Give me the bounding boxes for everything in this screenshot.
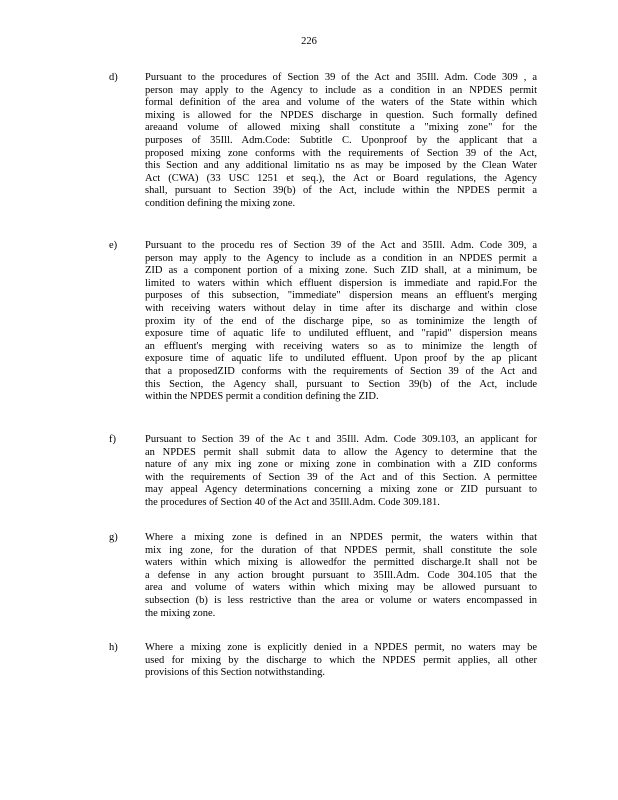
text-line: areaand volume of allowed mixing shall constitute a "mixing zone" for the xyxy=(145,122,537,134)
text-line: nature of any mix ing zone or mixing zone in combination with a ZID conforms xyxy=(145,459,537,471)
text-line: proposed mixing zone conforms with the requirements of Section 39 of the Act, xyxy=(145,147,537,159)
text-line: mix ing zone, for the duration of that NPDES permit, shall constitute the sole xyxy=(145,544,537,556)
text-line: exposure time of aquatic life to undiluted effluent. Upon proof by the ap plicant xyxy=(145,353,537,365)
paragraph-label: h) xyxy=(109,642,118,653)
text-line: shall, pursuant to Section 39(b) of the Act, include within the NPDES permit a xyxy=(145,185,537,197)
text-line: area and volume of waters within which mixing may be allowed pursuant to xyxy=(145,582,537,594)
text-line: Act (CWA) (33 USC 1251 et seq.), the Act or Board regulations, the Agency xyxy=(145,172,537,184)
text-line: subsection (b) is less restrictive than the area or volume or waters encompassed in xyxy=(145,594,537,606)
paragraph-label: d) xyxy=(109,72,118,83)
text-line: exposure time of aquatic life to undiluted effluent, and "rapid" dispersion means xyxy=(145,328,537,340)
text-line: used for mixing by the discharge to which the NPDES permit applies, all other xyxy=(145,654,537,666)
text-line: Pursuant to Section 39 of the Ac t and 35Ill. Adm. Code 309.103, an applicant for xyxy=(145,434,537,445)
text-line: may appeal Agency determinations concerning a mixing zone or ZID pursuant to xyxy=(145,484,537,496)
text-line: ZID as a component portion of a mixing zone. Such ZID shall, at a minimum, be xyxy=(145,265,537,277)
paragraph-body xyxy=(145,532,537,620)
text-line: mixing is allowed for the NPDES discharge in question. Such formally defined xyxy=(145,109,537,121)
text-line: waters within which mixing is allowedfor the permitted discharge.It shall not be xyxy=(145,557,537,569)
paragraph-label: e) xyxy=(109,240,118,251)
text-line: condition defining the mixing zone. xyxy=(145,197,296,209)
text-line: Pursuant to the procedures of Section 39 of the Act and 35Ill. Adm. Code 309 , a xyxy=(145,72,537,83)
text-line: the procedures of Section 40 of the Act and 35Ill.Adm. Code 309.181. xyxy=(145,496,440,508)
paragraph-label: g) xyxy=(109,532,118,543)
text-line: this Section, the Agency shall, pursuant to Section 39(b) of the Act, include xyxy=(145,378,537,390)
paragraph-label: f) xyxy=(109,434,116,445)
paragraph-body xyxy=(145,434,537,510)
text-line: Where a mixing zone is defined in an NPDES permit, the waters within that xyxy=(145,532,537,543)
text-line: limited to waters within which effluent dispersion is immediate and rapid.For the xyxy=(145,277,537,289)
paragraph-body xyxy=(145,240,537,404)
text-line: Where a mixing zone is explicitly denied in a NPDES permit, no waters may be xyxy=(145,642,537,653)
text-line: with receiving waters without delay in time after its discharge and within close xyxy=(145,302,537,314)
text-line: the mixing zone. xyxy=(145,607,216,619)
page-number: 226 xyxy=(301,36,317,47)
text-line: person may apply to the Agency to include as a condition in an NPDES permit xyxy=(145,84,537,96)
text-line: formal definition of the area and volume of the waters of the State within which xyxy=(145,97,537,109)
text-line: that a proposedZID conforms with the requirements of Section 39 of the Act and xyxy=(145,365,537,377)
text-line: Pursuant to the procedu res of Section 39 of the Act and 35Ill. Adm. Code 309, a xyxy=(145,240,537,251)
text-line: a defense in any action brought pursuant to 35Ill.Adm. Code 304.105 that the xyxy=(145,569,537,581)
text-line: with the requirements of Section 39 of the Act and of this Section. A permittee xyxy=(145,471,537,483)
text-line: within the NPDES permit a condition defining the ZID. xyxy=(145,391,379,403)
text-line: proxim ity of the end of the discharge pipe, so as tominimize the length of xyxy=(145,315,537,327)
text-line: an NPDES permit shall submit data to allow the Agency to determine that the xyxy=(145,446,537,458)
text-line: purposes of this subsection, "immediate" dispersion means an effluent's merging xyxy=(145,290,537,302)
text-line: an effluent's merging with receiving waters so as to minimize the length of xyxy=(145,340,537,352)
text-line: provisions of this Section notwithstanding. xyxy=(145,667,325,679)
paragraph-body xyxy=(145,642,537,680)
text-line: person may apply to the Agency to include as a condition in an NPDES permit a xyxy=(145,252,537,264)
text-line: this Section and any additional limitatio ns as may be imposed by the Clean Water xyxy=(145,160,537,172)
text-line: purposes of 35Ill. Adm.Code: Subtitle C. Uponproof by the applicant that a xyxy=(145,134,537,146)
paragraph-body xyxy=(145,72,537,211)
